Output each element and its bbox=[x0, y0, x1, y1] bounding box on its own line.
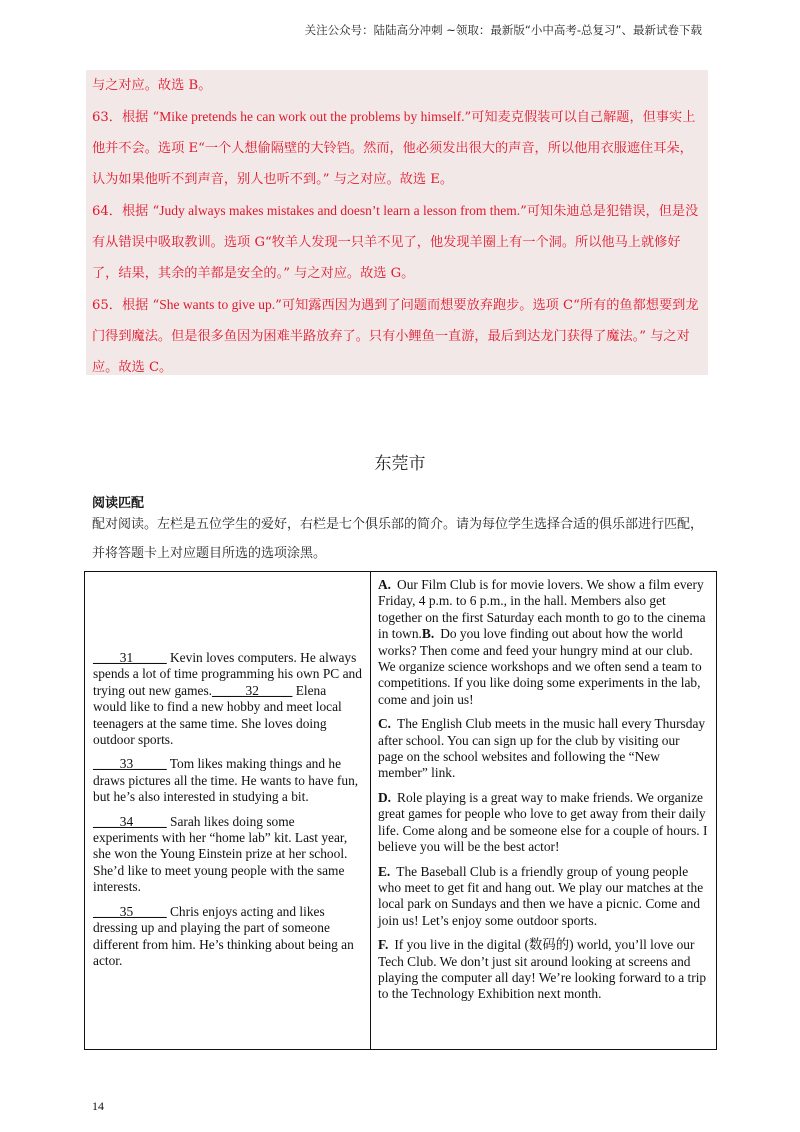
club-label-b: B. bbox=[421, 626, 435, 642]
club-item bbox=[378, 864, 708, 930]
instructions: 配对阅读。左栏是五位学生的爱好，右栏是七个俱乐部的简介。请为每位学生选择合适的俱乐部进行匹配，并将答题卡上对应题目所选的选项涂黑。 bbox=[92, 517, 704, 561]
answer-explanation-box bbox=[86, 70, 708, 375]
answer-line: 与之对应。故选 B。 bbox=[92, 78, 212, 93]
student-text: Elena would like to find a new hobby and meet local teenagers at the same time. She loves doing outdoor sports. bbox=[93, 682, 342, 748]
student-text: Tom likes making things and he draws pictures all the time. He wants to have fun, but he’s also interested in studying a bit. bbox=[93, 756, 359, 805]
blank-33[interactable]: ____33_____ bbox=[93, 756, 167, 772]
club-item bbox=[378, 790, 708, 856]
club-item bbox=[378, 577, 708, 708]
page-header: 关注公众号：陆陆高分冲刺 ~领取：最新版“小中高考-总复习”、最新试卷下载 bbox=[304, 23, 702, 37]
answer-65-prefix: 65．根据 “ bbox=[92, 298, 160, 313]
blank-34[interactable]: ____34_____ bbox=[93, 813, 167, 829]
city-heading: 东莞市 bbox=[374, 454, 426, 474]
answer-65 bbox=[86, 289, 708, 383]
club-text: The Baseball Club is a friendly group of young people who meet to get fit and hang out. We play our matches at the local park on Sundays and then we have a picnic. Come and join us! Let’s enjoy some outdoor sports. bbox=[378, 863, 704, 928]
student-text: Kevin loves computers. He always spends a lot of time programming his own PC and trying out new games. bbox=[93, 650, 362, 698]
club-label-d: D. bbox=[378, 789, 392, 805]
club-item bbox=[378, 716, 708, 782]
answer-64-prefix: 64．根据 “ bbox=[92, 204, 160, 219]
answer-65-explanation: ”可知露西因为遇到了问题而想要放弃跑步。选项 C“所有的鱼都想要到龙门得到魔法。但是很多鱼因为困难半路放弃了。只有小鲤鱼一直游，最后到达龙门获得了魔法。” 与之对应。故选 C。 bbox=[92, 298, 699, 375]
club-label-e: E. bbox=[378, 863, 391, 879]
matching-table bbox=[84, 571, 717, 1050]
student-item bbox=[93, 814, 362, 896]
student-text: Sarah likes doing some experiments with her “home lab” kit. Last year, she won the Young Einstein prize at her school. She’d like to meet young people with the same interests. bbox=[93, 813, 348, 895]
clubs-column bbox=[371, 572, 716, 1049]
club-text: The English Club meets in the music hall every Thursday after school. You can sign up for the club by visiting our page on the school websites and following the “New member” link. bbox=[378, 716, 706, 781]
answer-63-explanation: ”可知麦克假装可以自己解题，但事实上他并不会。选项 E“一个人想偷隔壁的大铃铛。然而，他必须发出很大的声音，所以他用衣服遮住耳朵，认为如果他听不到声音，别人也听不到。” 与之对应。故选 E。 bbox=[92, 110, 696, 187]
answer-64-explanation: ”可知朱迪总是犯错误，但是没有从错误中吸取教训。选项 G“牧羊人发现一只羊不见了，他发现羊圈上有一个洞。所以他马上就修好了，结果，其余的羊都是安全的。” 与之对应。故选 G。 bbox=[92, 204, 699, 281]
section-title: 阅读匹配 bbox=[92, 496, 145, 511]
students-column bbox=[85, 572, 371, 1049]
club-text: Do you love finding out about how the world works? Then come and feed your hungry mind at our club. We organize science workshops and we often send a team to competitions. If you like doing some experiments in the lab, come and join us! bbox=[378, 626, 702, 707]
answer-63 bbox=[86, 101, 708, 195]
page-number: 14 bbox=[92, 1099, 104, 1113]
answer-63-prefix: 63．根据 “ bbox=[92, 110, 160, 125]
answer-64-quote: Judy always makes mistakes and doesn’t learn a lesson from them. bbox=[159, 203, 521, 218]
club-text: If you live in the digital (数码的) world, you’ll love our Tech Club. We don’t just sit around looking at screens and playing the computer all day! We’re looking forward to a trip to the Technology Exhibition next month. bbox=[378, 937, 707, 1002]
answer-64 bbox=[86, 195, 708, 289]
club-label-a: A. bbox=[378, 577, 392, 592]
answer-63-quote: Mike pretends he can work out the problems by himself. bbox=[159, 109, 465, 124]
student-item bbox=[93, 904, 362, 970]
blank-32[interactable]: _____32_____ bbox=[212, 682, 293, 698]
club-item bbox=[378, 937, 708, 1003]
student-text: Chris enjoys acting and likes dressing up and playing the part of someone different from him. He’s thinking about being an actor. bbox=[93, 903, 354, 968]
answer-65-quote: She wants to give up. bbox=[159, 297, 276, 312]
student-item bbox=[93, 650, 362, 748]
club-text: Role playing is a great way to make friends. We organize great games for people who love to get away from their daily life. Come along and be someone else for a couple of hours. I believe you will be the best actor! bbox=[378, 789, 708, 855]
club-label-f: F. bbox=[378, 937, 389, 953]
student-item bbox=[93, 756, 362, 805]
blank-35[interactable]: ____35_____ bbox=[93, 903, 167, 919]
club-label-c: C. bbox=[378, 716, 392, 732]
blank-31[interactable]: ____31_____ bbox=[93, 650, 167, 665]
club-text: Our Film Club is for movie lovers. We show a film every Friday, 4 p.m. to 6 p.m., in the hall. Members also get together on the first Saturday each month to go to the cinema in town. bbox=[378, 577, 706, 642]
